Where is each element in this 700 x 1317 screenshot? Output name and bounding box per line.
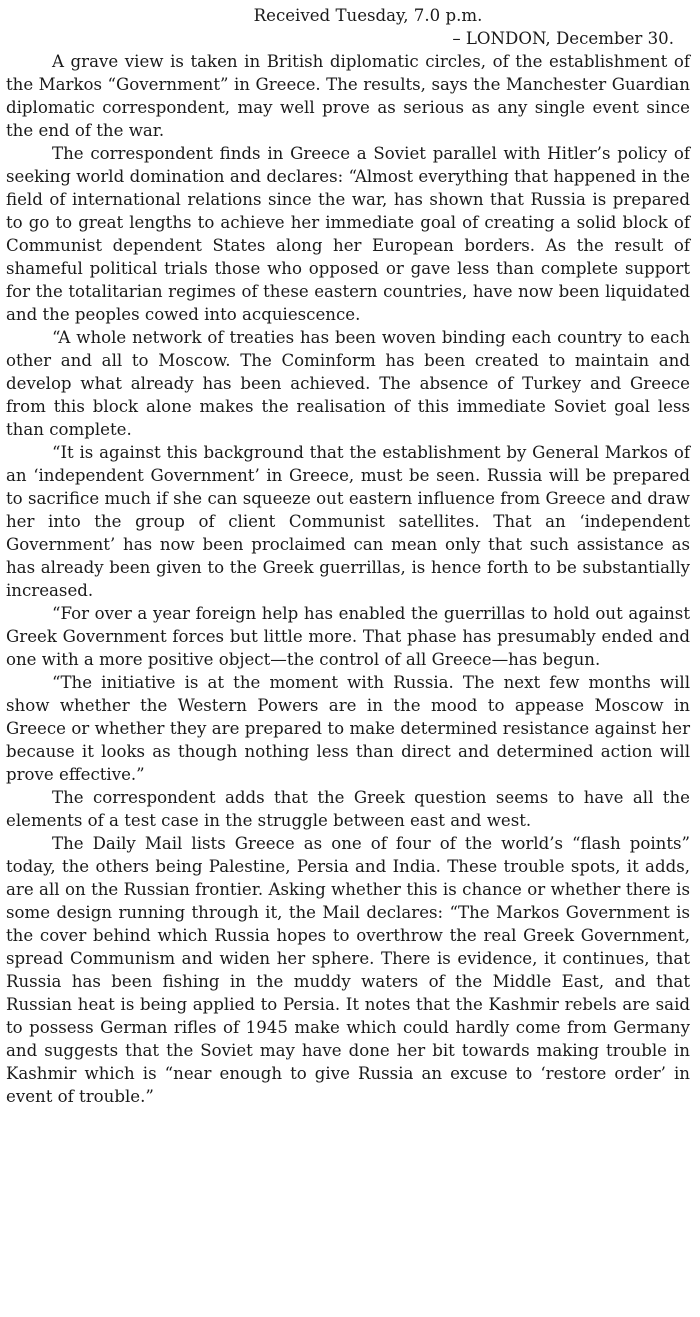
dateline-location: – LONDON, December 30. — [452, 29, 674, 48]
paragraph-1: A grave view is taken in British diplomatic circles, of the establishment of the Markos “Government” in Greece. The results, says the Manchester Guardian diplomatic correspondent, may well prove as serious as any single event since the end of the war. — [6, 52, 690, 140]
paragraph-7: The correspondent adds that the Greek question seems to have all the elements of a test case in the struggle between east and west. — [6, 788, 690, 830]
paragraph-2: The correspondent finds in Greece a Soviet parallel with Hitler’s policy of seeking world domination and declares: “Almost everything that happened in the field of international relations since the war, has shown that Russia is prepared to go to great lengths to achieve her immediate goal of creating a solid block of Communist dependent States along her European borders. As the result of shameful political trials those who opposed or gave less than complete support for the totalitarian regimes of these eastern countries, have now been liquidated and the peoples cowed into acquiescence. — [6, 144, 690, 324]
paragraph-8: The Daily Mail lists Greece as one of four of the world’s “flash points” today, the others being Palestine, Persia and India. These trouble spots, it adds, are all on the Russian frontier. Asking whether this is chance or whether there is some design running through it, the Mail declares: “The Markos Government is the cover behind which Russia hopes to overthrow the real Greek Government, spread Communism and widen her sphere. There is evidence, it continues, that Russia has been fishing in the muddy waters of the Middle East, and that Russian heat is being applied to Persia. It notes that the Kashmir rebels are said to possess German rifles of 1945 make which could hardly come from Germany and suggests that the Soviet may have done her bit towards making trouble in Kashmir which is “near enough to give Russia an excuse to ‘restore order’ in event of trouble.” — [6, 834, 690, 1106]
paragraph-6: “The initiative is at the moment with Russia. The next few months will show whether the Western Powers are in the mood to appease Moscow in Greece or whether they are prepared to make determined resistance against her because it looks as though nothing less than direct and determined action will prove effective.” — [6, 673, 690, 784]
paragraph-4: “It is against this background that the establishment by General Markos of an ‘independent Government’ in Greece, must be seen. Russia will be prepared to sacrifice much if she can squeeze out eastern influence from Greece and draw her into the group of client Communist satellites. That an ‘independent Government’ has now been proclaimed can mean only that such assistance as has already been given to the Greek guerrillas, is hence forth to be substantially increased. — [6, 443, 690, 600]
paragraph-5: “For over a year foreign help has enabled the guerrillas to hold out against Greek Government forces but little more. That phase has presumably ended and one with a more positive object—the control of all Greece—has begun. — [6, 604, 690, 669]
paragraph-3: “A whole network of treaties has been woven binding each country to each other and all to Moscow. The Cominform has been created to maintain and develop what already has been achieved. The absence of Turkey and Greece from this block alone makes the realisation of this immediate Soviet goal less than complete. — [6, 328, 690, 439]
received-time: Received Tuesday, 7.0 p.m. — [253, 6, 483, 25]
